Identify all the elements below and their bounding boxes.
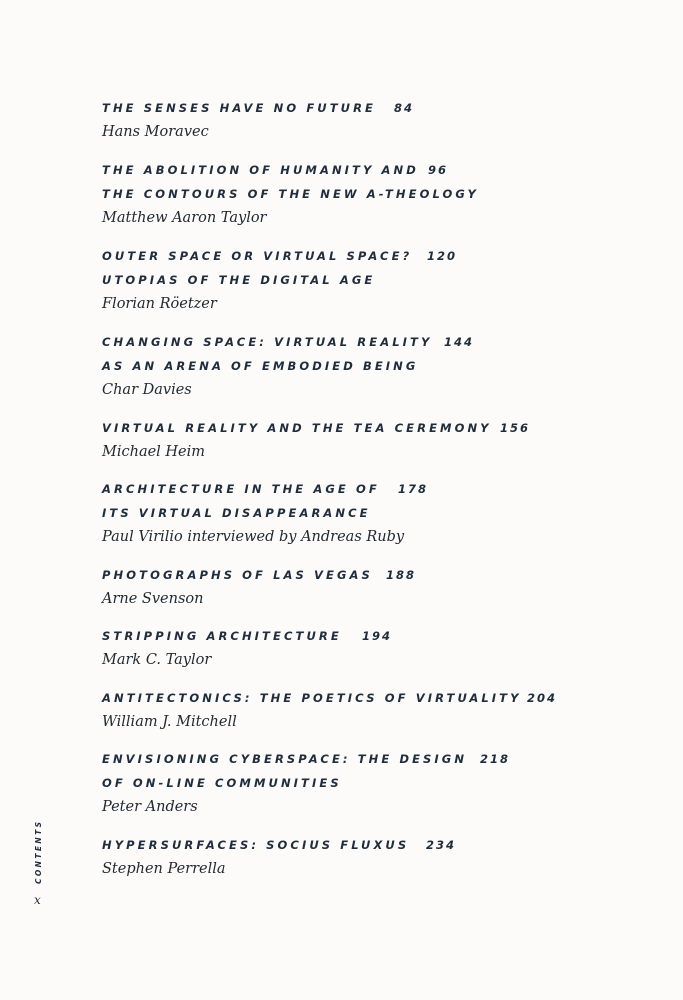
toc-entry [102, 563, 662, 611]
page-number: 178 [398, 482, 429, 496]
toc-entry [102, 833, 662, 881]
entry-author: Michael Heim [102, 444, 206, 460]
entry-title: OUTER SPACE OR VIRTUAL SPACE? [102, 249, 413, 263]
page-number: 120 [427, 249, 458, 263]
running-head [34, 816, 46, 906]
entry-title: THE ABOLITION OF HUMANITY AND [102, 163, 419, 177]
page-folio: x [34, 893, 41, 907]
toc-entry [102, 330, 662, 402]
entry-title: STRIPPING ARCHITECTURE [102, 629, 342, 643]
page-number: 194 [362, 629, 393, 643]
entry-author: Florian Röetzer [102, 296, 217, 312]
entry-author: Mark C. Taylor [102, 652, 212, 668]
entry-author: Char Davies [102, 382, 192, 398]
entry-title: UTOPIAS OF THE DIGITAL AGE [102, 273, 376, 287]
entry-title: ARCHITECTURE IN THE AGE OF [102, 482, 380, 496]
entry-title: ITS VIRTUAL DISAPPEARANCE [102, 506, 371, 520]
section-label: CONTENTS [34, 819, 43, 884]
entry-title: HYPERSURFACES: SOCIUS FLUXUS [102, 838, 410, 852]
entry-author: Matthew Aaron Taylor [102, 210, 267, 226]
page-number: 188 [386, 568, 417, 582]
entry-title: OF ON-LINE COMMUNITIES [102, 776, 342, 790]
page-number: 234 [426, 838, 457, 852]
toc-entry [102, 416, 662, 464]
page-number: 144 [444, 335, 475, 349]
entry-title: VIRTUAL REALITY AND THE TEA CEREMONY [102, 421, 492, 435]
entry-title: AS AN ARENA OF EMBODIED BEING [102, 359, 419, 373]
page-number: 156 [500, 421, 531, 435]
toc-entry [102, 747, 662, 819]
toc-entry [102, 624, 662, 672]
toc-entry [102, 477, 662, 549]
toc-entry [102, 158, 662, 230]
entry-author: Stephen Perrella [102, 861, 226, 877]
entry-title: ENVISIONING CYBERSPACE: THE DESIGN [102, 752, 468, 766]
entry-title: THE SENSES HAVE NO FUTURE [102, 101, 377, 115]
toc-entry [102, 686, 662, 734]
entry-author: Peter Anders [102, 799, 198, 815]
entry-author: Arne Svenson [102, 591, 204, 607]
entry-title: PHOTOGRAPHS OF LAS VEGAS [102, 568, 373, 582]
entry-author: Paul Virilio interviewed by Andreas Ruby [102, 529, 405, 545]
entry-author: Hans Moravec [102, 124, 209, 140]
page-number: 204 [527, 691, 558, 705]
entry-title: THE CONTOURS OF THE NEW A-THEOLOGY [102, 187, 479, 201]
entry-title: CHANGING SPACE: VIRTUAL REALITY [102, 335, 433, 349]
entry-author: William J. Mitchell [102, 714, 237, 730]
toc-entry [102, 96, 662, 144]
page-number: 96 [428, 163, 449, 177]
entry-title: ANTITECTONICS: THE POETICS OF VIRTUALITY [102, 691, 522, 705]
page-number: 84 [394, 101, 415, 115]
page-number: 218 [480, 752, 511, 766]
toc-entry [102, 244, 662, 316]
